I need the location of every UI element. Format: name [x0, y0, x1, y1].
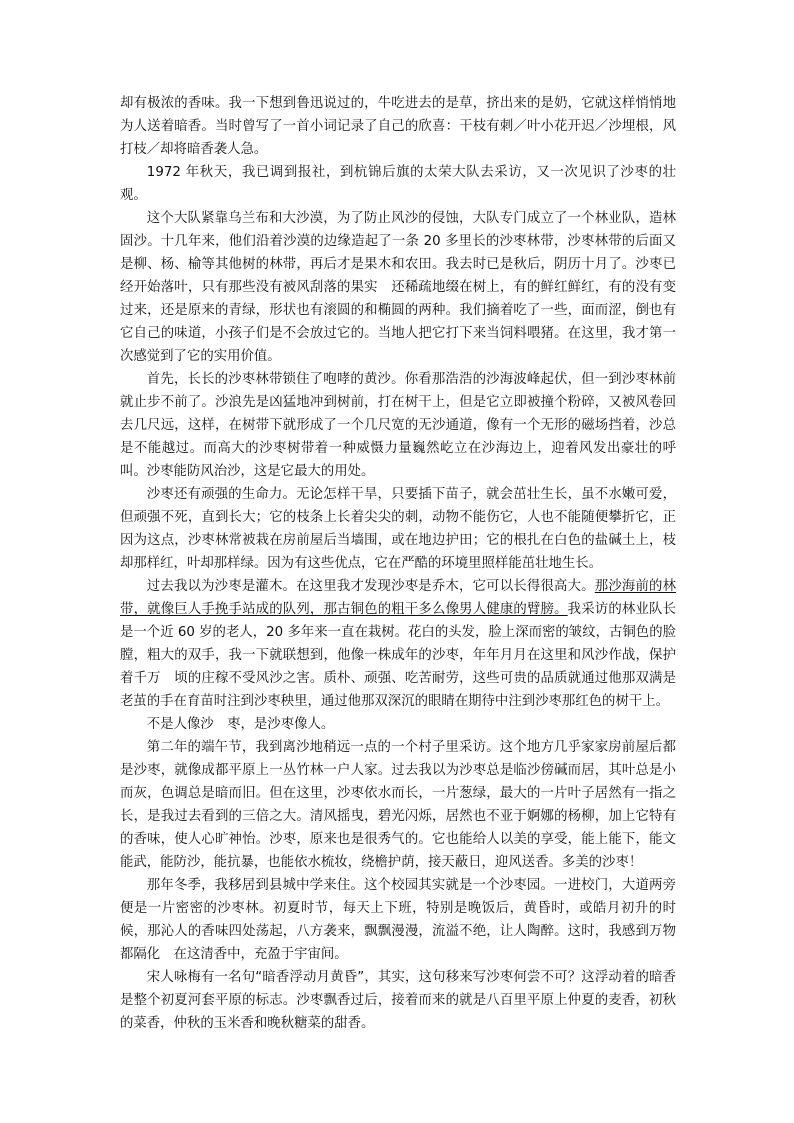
paragraph-5: [120, 483, 676, 575]
paragraph-text: 首先，长长的沙枣林带锁住了咆哮的黄沙。你看那浩浩的沙海波峰起伏，但一到沙枣林前就止步不前了。沙浪先是凶猛地冲到树前，打在树干上，但是它立即被撞个粉碎，又被风卷回去几尺远，这样，在树带下就形成了一个几尺宽的无沙通道，像有一个无形的磁场挡着，沙总是不能越过。而高大的沙枣树带着一种威慑力量巍然屹立在沙海边上，迎着风发出豪壮的呼叫。沙枣能防风治沙，这是它最大的用处。: [120, 372, 676, 479]
paragraph-text: 沙枣还有顽强的生命力。无论怎样干旱，只要插下苗子，就会茁壮生长，虽不水嫩可爱，但顽强不死，直到长大；它的枝条上长着尖尖的刺，动物不能伤它，人也不能随便攀折它，正因为这点，沙枣林常被栽在房前屋后当墙围，或在地边护田；它的根扎在白色的盐碱土上，枝却那样红，叶却那样绿。因为有这些优点，它在严酷的环境里照样能茁壮地生长。: [120, 487, 676, 571]
paragraph-text: 宋人咏梅有一名句“暗香浮动月黄昏”，其实，这句移来写沙枣何尝不可？这浮动着的暗香是整个初夏河套平原的标志。沙枣飘香过后，接着而来的就是八百里平原上仲夏的麦香，初秋的菜香，仲秋的玉米香和晚秋糖菜的甜香。: [120, 970, 676, 1031]
paragraph-2: [120, 161, 676, 207]
paragraph-text: 第二年的端午节，我到离沙地稍远一点的一个村子里采访。这个地方几乎家家房前屋后都是沙枣，就像成都平原上一丛竹林一户人家。过去我以为沙枣总是临沙傍碱而居，其叶总是小而灰，色调总是暗而旧。但在这里，沙枣依水而长，一片葱绿，最大的一片叶子居然有一指之长，是我过去看到的三倍之大。清风摇曳，碧光闪烁，居然也不亚于婀娜的杨柳，加上它特有的香味，使人心旷神怡。沙枣，原来也是很秀气的。它也能给人以美的享受，能上能下，能文能武，能防沙，能抗暴，也能依水梳妆，绕檐护荫，接天蔽日，迎风送香。多美的沙枣！: [120, 740, 676, 870]
paragraph-4: [120, 368, 676, 483]
paragraph-text: 这个大队紧靠乌兰布和大沙漠，为了防止风沙的侵蚀，大队专门成立了一个林业队，造林固沙。十几年来，他们沿着沙漠的边缘造起了一条 20 多里长的沙枣林带，沙枣林带的后面又是柳、杨、榆等其他树的林带，再后才是果木和农田。我去时已是秋后，阴历十月了。沙枣已经开始落叶，只有那些没有被风刮落的果实 还稀疏地缀在树上，有的鲜红鲜红，有的没有变过来，还是原来的青绿，形状也有滚圆的和椭圆的两种。我们摘着吃了一些，面而涩，倒也有它自己的味道，小孩子们是不会放过它的。当地人把它打下来当饲料喂猪。在这里，我才第一次感觉到了它的实用价值。: [120, 211, 676, 364]
paragraph-text: 却有极浓的香味。我一下想到鲁迅说过的，牛吃进去的是草，挤出来的是奶，它就这样悄悄地为人送着暗香。当时曾写了一首小词记录了自己的欣喜：干枝有刺／叶小花开迟／沙埋根，风打枝／却将暗香袭人急。: [120, 96, 676, 157]
article-body: [120, 92, 676, 1035]
paragraph-text: 过去我以为沙枣是灌木。在这里我才发现沙枣是乔木，它可以长得很高大。: [146, 579, 595, 594]
paragraph-text: 那年冬季，我移居到县城中学来住。这个校园其实就是一个沙枣园。一进校门，大道两旁便是一片密密的沙枣林。初夏时节，每天上下班，特别是晚饭后，黄昏时，或皓月初升的时候，那沁人的香味四处荡起，八方袭来，飘飘漫漫，流溢不绝，让人陶醉。这时，我感到万物都隔化 在这清香中，充盈于宇宙间。: [120, 878, 676, 962]
paragraph-7: [120, 713, 676, 736]
paragraph-1: [120, 92, 676, 161]
paragraph-8: [120, 736, 676, 874]
paragraph-text: 不是人像沙 枣，是沙枣像人。: [146, 717, 335, 732]
paragraph-6: [120, 575, 676, 713]
paragraph-3: [120, 207, 676, 368]
paragraph-9: [120, 874, 676, 966]
paragraph-text: 我采访的林业队长是一个近 60 岁的老人，20 多年来一直在栽树。花白的头发，脸上深而密的皱纹，古铜色的脸膛，粗大的双手，我一下就联想到，他像一株成年的沙枣，年年月月在这里和风沙作战，保护着千万 顷的庄稼不受风沙之害。质朴、顽强、吃苦耐劳，这些可贵的品质就通过他那双满是老茧的手在育苗时注到沙枣秧里，通过他那双深沉的眼睛在期待中注到沙枣那红色的树干上。: [120, 602, 677, 709]
underlined-sentence: 那沙海前的林带，就像巨人手挽手站成的队列，那古铜色的粗干多么像男人健康的臂膀。: [120, 579, 677, 617]
paragraph-text: 1972 年秋天，我已调到报社，到杭锦后旗的太荣大队去采访，又一次见识了沙枣的壮观。: [120, 165, 676, 203]
paragraph-10: [120, 966, 676, 1035]
